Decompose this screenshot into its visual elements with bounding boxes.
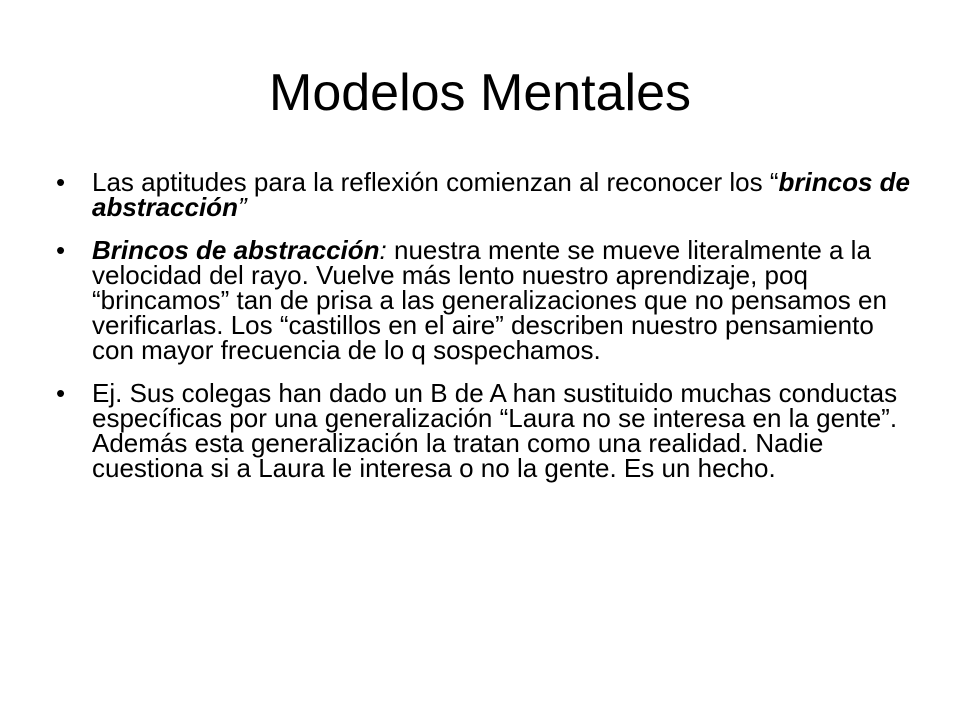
bullet-marker: •: [56, 378, 66, 408]
bullet-emphasis: brincos de abstracción: [92, 167, 910, 222]
slide-title: Modelos Mentales: [269, 64, 691, 122]
bullet-text: nuestra mente se mueve literalmente a la velocidad del rayo. Vuelve más lento nuestro aprendizaje, poq “brincamos” tan de prisa a las generalizaciones que no pensamos en verificarlas. Los “castillos en el aire” describen nuestro pensamiento con mayor frecuencia de lo q sospechamos.: [92, 235, 887, 365]
bullet-item: [56, 167, 916, 222]
bullet-item: [56, 378, 916, 483]
bullet-item: [56, 235, 916, 365]
bullet-marker: •: [56, 167, 66, 197]
bullet-text: Las aptitudes para la reflexión comienzan al reconocer los “: [92, 167, 779, 197]
bullet-quote: ”: [237, 192, 247, 222]
bullet-marker: •: [56, 235, 66, 265]
bullet-colon: :: [379, 235, 387, 265]
bullet-emphasis: Brincos de abstracción: [92, 235, 380, 265]
bullet-text: Ej. Sus colegas han dado un B de A han sustituido muchas conductas específicas por una generalización “Laura no se interesa en la gente”. Además esta generalización la tratan como una realidad. Nadie cuestiona si a Laura le interesa o no la gente. Es un hecho.: [92, 378, 898, 483]
bullet-list: [56, 167, 916, 499]
